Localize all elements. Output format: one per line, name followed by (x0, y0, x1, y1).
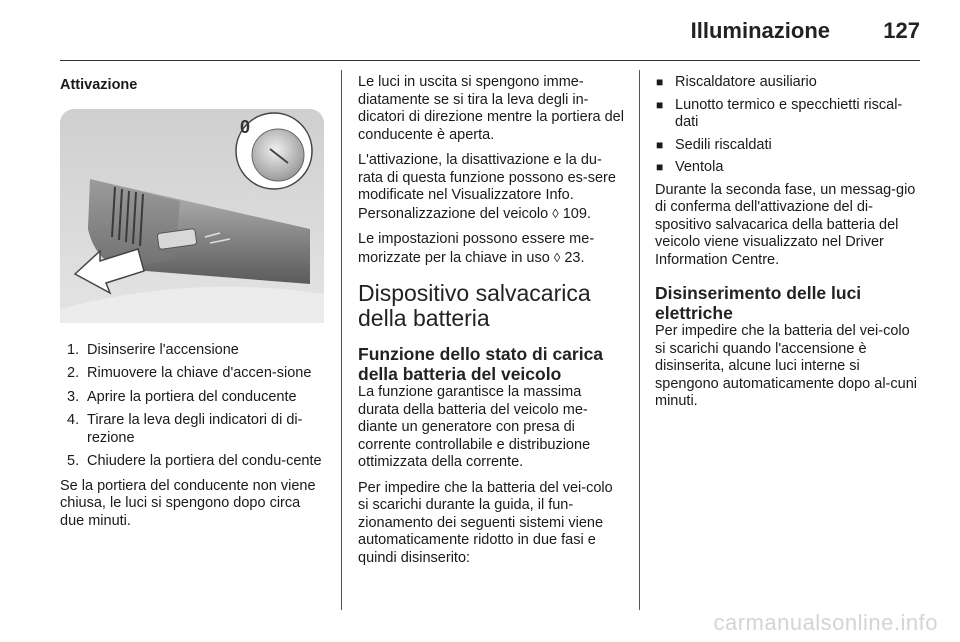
list-item: ■ Ventola (656, 159, 724, 175)
list-item: ■ Sedili riscaldati (656, 136, 772, 153)
subsection-title: Funzione dello stato di carica della batteria del veicolo (358, 344, 604, 384)
list-item: 2. Rimuovere la chiave d'accen-sione (67, 365, 312, 381)
paragraph: Per impedire che la batteria del vei-colo si scarichi durante la guida, il fun-zionamento dei seguenti sistemi viene automaticamente ridotto in due fasi e quindi disinserito: (358, 479, 613, 566)
bullet-square-icon: ■ (656, 137, 664, 152)
page-ref-arrow-icon: ◊ (553, 249, 561, 265)
paragraph: Se la portiera del conducente non viene chiusa, le luci si spengono dopo circa due minuti. (60, 477, 316, 529)
steps-list (60, 342, 326, 471)
watermark: carmanualsonline.info (713, 610, 938, 635)
column-divider-1 (341, 70, 342, 610)
column-2 (358, 74, 624, 575)
bullet-square-icon: ■ (656, 97, 664, 112)
list-item: 3. Aprire la portiera del conducente (67, 388, 297, 405)
page-ref-link[interactable]: 109. (562, 205, 591, 222)
list-item: ■ Riscaldatore ausiliario (656, 74, 817, 90)
svg-text:0: 0 (240, 116, 251, 137)
headlight-stalk-illustration-icon (60, 109, 324, 323)
bullet-square-icon: ■ (656, 160, 664, 174)
page-number: 127 (883, 18, 920, 43)
page-ref-arrow-icon: ◊ (552, 205, 559, 221)
bullet-square-icon: ■ (656, 75, 664, 89)
list-item: 4. Tirare la leva degli indicatori di di-rezione (67, 412, 303, 446)
list-item: 1. Disinserire l'accensione (67, 341, 239, 358)
column-1 (60, 74, 326, 538)
systems-list (655, 74, 923, 177)
column-3 (655, 74, 923, 419)
paragraph: La funzione garantisce la massima durata della batteria del veicolo me-diante un generatore con presa di corrente controllabile e distribuzione ottimizzata della corrente. (358, 384, 591, 470)
list-item: ■ Lunotto termico e specchietti riscal-dati (656, 96, 903, 130)
page-title: Illuminazione (690, 18, 830, 43)
section-title: Dispositivo salvacarica della batteria (358, 280, 591, 331)
section-heading-attivazione: Attivazione (60, 77, 138, 93)
page-ref-link[interactable]: 23. (564, 249, 585, 266)
paragraph: L'attivazione, la disattivazione e la du-rata di questa funzione possono es-sere modificate nel Visualizzatore Info. Personalizzazione del veicolo ◊ 109. (358, 152, 616, 222)
column-divider-2 (639, 70, 640, 610)
list-item: 5. Chiudere la portiera del condu-cente (67, 453, 322, 469)
paragraph: Le impostazioni possono essere me-morizzate per la chiave in uso ◊ 23. (358, 231, 595, 266)
page-header (60, 0, 920, 61)
subsection-title: Disinserimento delle luci elettriche (655, 283, 862, 323)
paragraph: Le luci in uscita si spengono imme-diatamente se si tira la leva degli in-dicatori di direzione mentre la portiera del conducente è aperta. (358, 74, 624, 143)
paragraph: Durante la seconda fase, un messag-gio di conferma dell'attivazione del di-spositivo salvacarica della batteria del veicolo viene visualizzato nel Driver Information Centre. (655, 181, 916, 268)
paragraph: Per impedire che la batteria del vei-colo si scarichi quando l'accensione è disinserita, alcune luci interne si spengono automaticamente dopo al-cuni minuti. (655, 323, 917, 409)
